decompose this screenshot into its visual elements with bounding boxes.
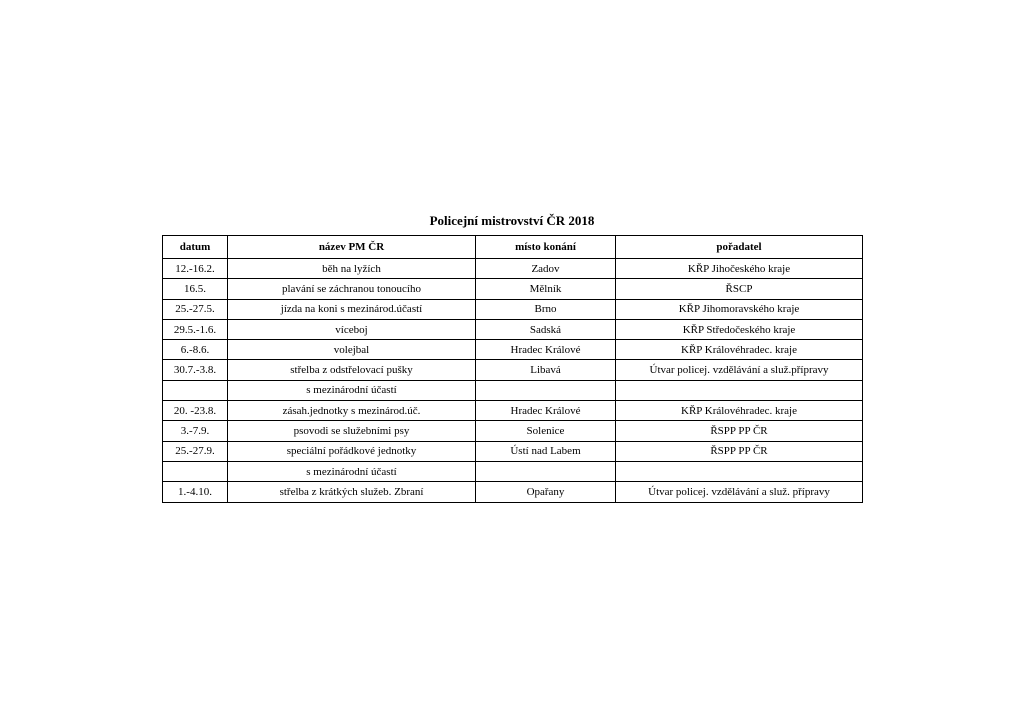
cell-nazev: psovodi se služebními psy bbox=[228, 421, 476, 441]
table-row bbox=[163, 482, 863, 502]
cell-nazev: s mezinárodní účastí bbox=[228, 461, 476, 481]
cell-misto: Sadská bbox=[476, 319, 616, 339]
table-row bbox=[163, 299, 863, 319]
cell-poradatel: KŘP Královéhradec. kraje bbox=[616, 340, 863, 360]
cell-datum: 12.-16.2. bbox=[163, 259, 228, 279]
cell-poradatel bbox=[616, 380, 863, 400]
table-row bbox=[163, 259, 863, 279]
cell-misto bbox=[476, 461, 616, 481]
cell-misto: Solenice bbox=[476, 421, 616, 441]
cell-nazev: s mezinárodní účastí bbox=[228, 380, 476, 400]
cell-nazev: jízda na koni s mezinárod.účastí bbox=[228, 299, 476, 319]
cell-nazev: speciální pořádkové jednotky bbox=[228, 441, 476, 461]
cell-datum: 29.5.-1.6. bbox=[163, 319, 228, 339]
column-header-poradatel: pořadatel bbox=[616, 236, 863, 259]
cell-nazev: zásah.jednotky s mezinárod.úč. bbox=[228, 401, 476, 421]
column-header-nazev: název PM ČR bbox=[228, 236, 476, 259]
cell-misto bbox=[476, 380, 616, 400]
cell-datum: 25.-27.9. bbox=[163, 441, 228, 461]
cell-nazev: běh na lyžích bbox=[228, 259, 476, 279]
table-row bbox=[163, 461, 863, 481]
cell-poradatel: Útvar policej. vzdělávání a služ. přípravy bbox=[616, 482, 863, 502]
cell-datum bbox=[163, 461, 228, 481]
cell-datum bbox=[163, 380, 228, 400]
cell-datum: 1.-4.10. bbox=[163, 482, 228, 502]
cell-misto: Ústí nad Labem bbox=[476, 441, 616, 461]
cell-nazev: volejbal bbox=[228, 340, 476, 360]
cell-datum: 3.-7.9. bbox=[163, 421, 228, 441]
cell-misto: Libavá bbox=[476, 360, 616, 380]
cell-poradatel bbox=[616, 461, 863, 481]
cell-misto: Hradec Králové bbox=[476, 401, 616, 421]
cell-poradatel: KŘP Středočeského kraje bbox=[616, 319, 863, 339]
cell-poradatel: ŘSCP bbox=[616, 279, 863, 299]
cell-poradatel: KŘP Jihomoravského kraje bbox=[616, 299, 863, 319]
cell-poradatel: ŘSPP PP ČR bbox=[616, 421, 863, 441]
table-row bbox=[163, 279, 863, 299]
table-row bbox=[163, 380, 863, 400]
cell-poradatel: Útvar policej. vzdělávání a služ.přípravy bbox=[616, 360, 863, 380]
cell-nazev: střelba z odstřelovací pušky bbox=[228, 360, 476, 380]
cell-datum: 16.5. bbox=[163, 279, 228, 299]
cell-nazev: víceboj bbox=[228, 319, 476, 339]
table-row bbox=[163, 421, 863, 441]
cell-poradatel: KŘP Královéhradec. kraje bbox=[616, 401, 863, 421]
cell-datum: 6.-8.6. bbox=[163, 340, 228, 360]
table-row bbox=[163, 401, 863, 421]
table-row bbox=[163, 360, 863, 380]
cell-misto: Zadov bbox=[476, 259, 616, 279]
championship-schedule-table bbox=[162, 235, 863, 503]
column-header-datum: datum bbox=[163, 236, 228, 259]
cell-datum: 20. -23.8. bbox=[163, 401, 228, 421]
cell-datum: 30.7.-3.8. bbox=[163, 360, 228, 380]
cell-misto: Hradec Králové bbox=[476, 340, 616, 360]
table-header-row bbox=[163, 236, 863, 259]
cell-nazev: plavání se záchranou tonoucího bbox=[228, 279, 476, 299]
cell-poradatel: ŘSPP PP ČR bbox=[616, 441, 863, 461]
table-row bbox=[163, 319, 863, 339]
table-row bbox=[163, 340, 863, 360]
table-body bbox=[163, 259, 863, 503]
page-title: Policejní mistrovství ČR 2018 bbox=[429, 213, 595, 228]
cell-misto: Mělník bbox=[476, 279, 616, 299]
cell-nazev: střelba z krátkých služeb. Zbraní bbox=[228, 482, 476, 502]
cell-misto: Brno bbox=[476, 299, 616, 319]
cell-poradatel: KŘP Jihočeského kraje bbox=[616, 259, 863, 279]
cell-misto: Opařany bbox=[476, 482, 616, 502]
table-row bbox=[163, 441, 863, 461]
cell-datum: 25.-27.5. bbox=[163, 299, 228, 319]
column-header-misto: místo konání bbox=[476, 236, 616, 259]
